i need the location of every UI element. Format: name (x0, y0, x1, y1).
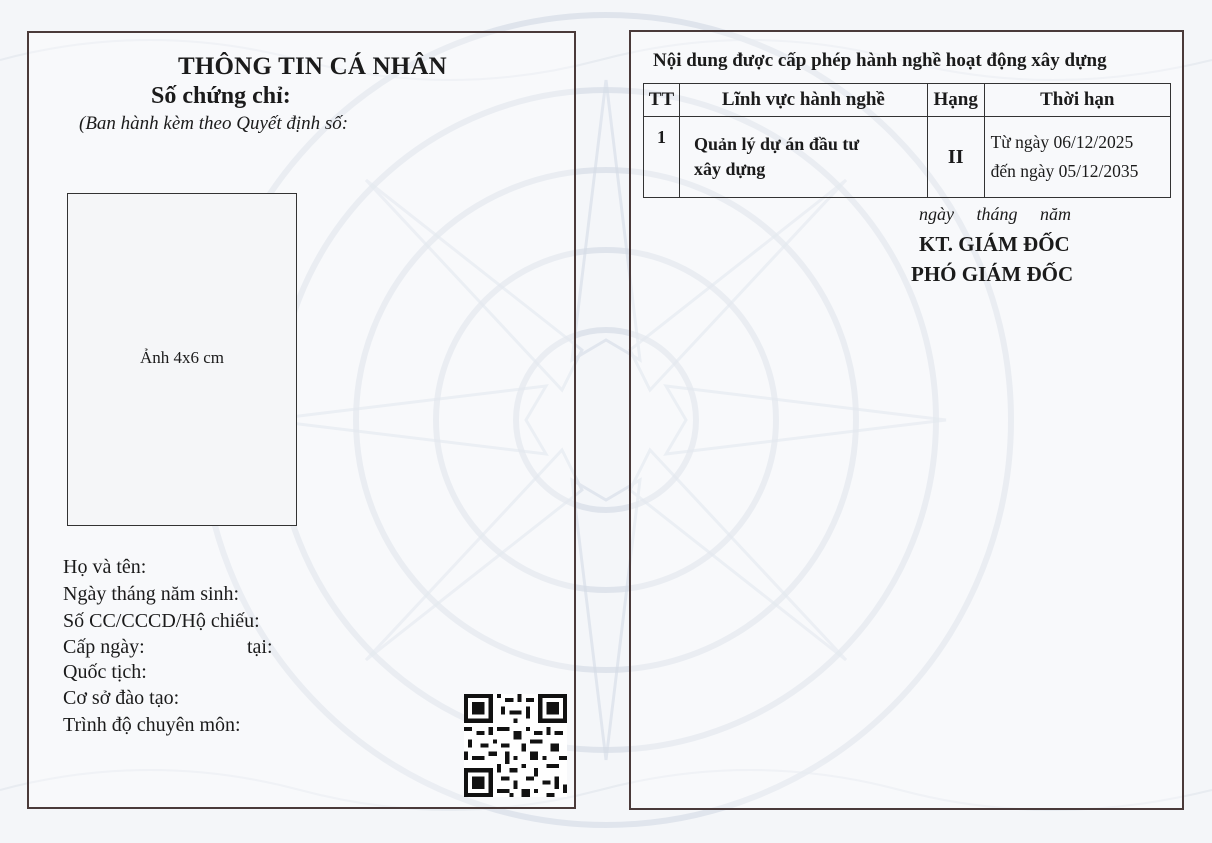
row-term (984, 117, 1170, 198)
nationality-label: Quốc tịch: (63, 661, 147, 683)
signature-date-line: ngày tháng năm (919, 204, 1071, 224)
date-of-birth-label: Ngày tháng năm sinh: (63, 583, 240, 605)
row-term-from: Từ ngày 06/12/2025 (990, 132, 1134, 152)
photo-placeholder (67, 193, 297, 526)
id-number-label: Số CC/CCCD/Hộ chiếu: (63, 610, 260, 632)
issue-date-label: Cấp ngày: (63, 636, 145, 658)
column-header-rank: Hạng (927, 84, 984, 117)
qualification-label: Trình độ chuyên môn: (63, 714, 241, 736)
license-table (643, 83, 1171, 198)
row-term-to: đến ngày 05/12/2035 (990, 161, 1139, 181)
photo-label: Ảnh 4x6 cm (139, 348, 225, 367)
row-field-line-2: xây dựng (693, 159, 766, 179)
row-tt: 1 (644, 117, 680, 198)
personal-info-page (27, 31, 576, 809)
row-rank: II (927, 117, 984, 198)
column-header-tt: TT (644, 84, 680, 117)
license-content-title: Nội dung được cấp phép hành nghề hoạt động xây dựng (653, 50, 1107, 71)
full-name-label: Họ và tên: (63, 556, 147, 578)
license-content-page (629, 30, 1184, 810)
training-institution-label: Cơ sở đào tạo: (63, 687, 180, 709)
decision-note: (Ban hành kèm theo Quyết định số: (79, 113, 349, 134)
signature-title-deputy-director: PHÓ GIÁM ĐỐC (911, 262, 1074, 286)
table-row (644, 117, 1171, 198)
table-header-row (644, 84, 1171, 117)
qr-code (464, 694, 567, 797)
signature-title-director: KT. GIÁM ĐỐC (919, 232, 1070, 256)
issue-place-label: tại: (247, 636, 273, 658)
column-header-field: Lĩnh vực hành nghề (679, 84, 927, 117)
row-field-line-1: Quản lý dự án đầu tư (693, 134, 860, 154)
row-field (679, 117, 927, 198)
certificate-number-label: Số chứng chỉ: (151, 83, 291, 109)
personal-info-title: THÔNG TIN CÁ NHÂN (178, 53, 447, 80)
column-header-term: Thời hạn (984, 84, 1170, 117)
